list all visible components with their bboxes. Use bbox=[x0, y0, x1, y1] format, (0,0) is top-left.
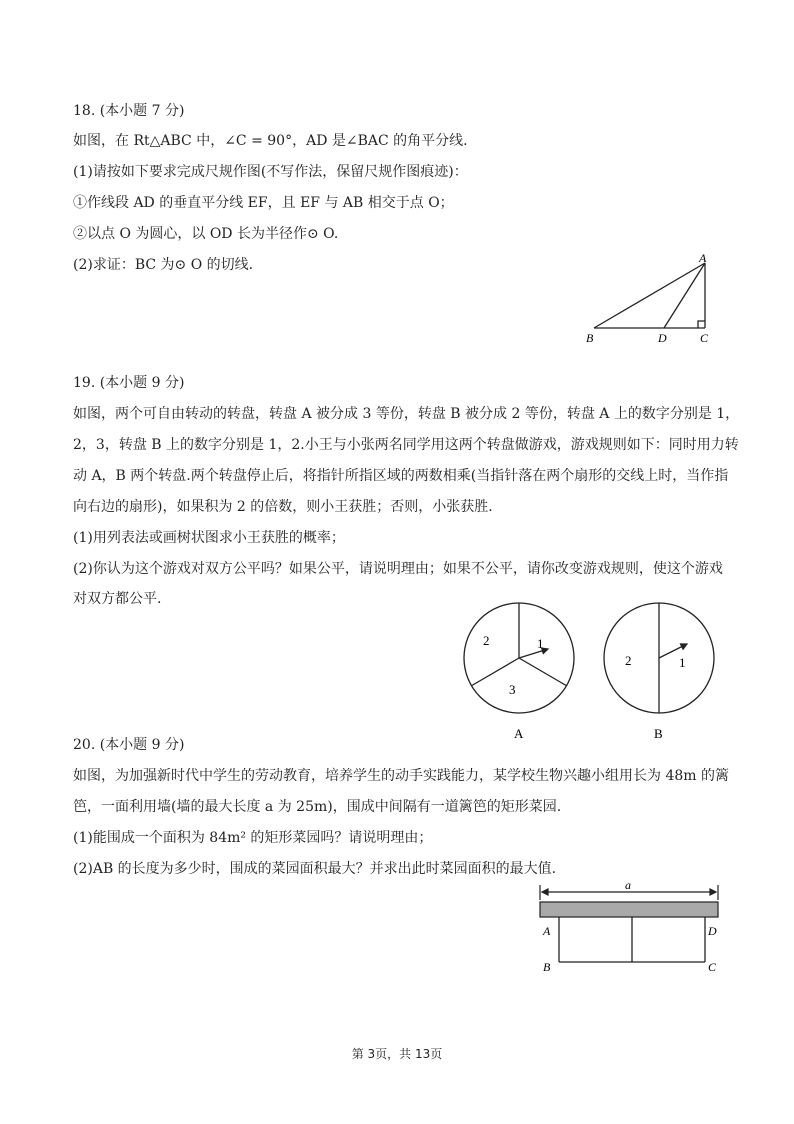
q18-part1: (1)请按如下要求完成尺规作图(不写作法，保留尺规作图痕迹)： bbox=[73, 164, 468, 180]
q19-part2b: 对双方都公平. bbox=[73, 591, 162, 607]
q20-line2: 笆，一面利用墙(墙的最大长度 a 为 25m)，围成中间隔有一道篱笆的矩形菜园. bbox=[73, 799, 562, 815]
q19-spinners-figure bbox=[455, 600, 725, 745]
page-footer: 第 3页，共 13页 bbox=[351, 1047, 443, 1061]
spinner-a bbox=[464, 603, 574, 713]
spinner-b-number-2: 2 bbox=[625, 653, 632, 668]
q20-part2: (2)AB 的长度为多少时，围成的菜园面积最大？并求出此时菜园面积的最大值. bbox=[73, 861, 557, 877]
q19-line4: 向右边的扇形)，如果积为 2 的倍数，则小王获胜；否则，小张获胜. bbox=[73, 499, 493, 515]
spinner-a-label: A bbox=[514, 726, 524, 741]
q18-step2: ②以点 O 为圆心，以 OD 长为半径作⊙ O. bbox=[73, 226, 339, 242]
side-ab bbox=[594, 263, 705, 328]
spinner-b bbox=[604, 603, 714, 713]
q18-triangle-figure bbox=[580, 250, 720, 350]
label-a: A bbox=[699, 251, 707, 265]
spinner-a-number-1: 1 bbox=[537, 636, 544, 651]
q20-garden-figure bbox=[530, 882, 730, 982]
q19-part1: (1)用列表法或画树状图求小王获胜的概率； bbox=[73, 530, 345, 546]
label-d: D bbox=[708, 924, 717, 938]
spinner-a-number-2: 2 bbox=[483, 633, 490, 648]
wall bbox=[540, 902, 718, 917]
segment-ad bbox=[664, 263, 705, 328]
q18-header: 18. (本小题 7 分) bbox=[73, 103, 185, 119]
q20-part1: (1)能围成一个面积为 84m² 的矩形菜园吗？请说明理由； bbox=[73, 830, 433, 846]
q20-line1: 如图，为加强新时代中学生的劳动教育，培养学生的动手实践能力，某学校生物兴趣小组用长为 48m 的篱 bbox=[73, 768, 729, 784]
label-d: D bbox=[658, 331, 667, 345]
q19-header: 19. (本小题 9 分) bbox=[73, 375, 185, 391]
spinner-b-number-1: 1 bbox=[679, 655, 686, 670]
q18-stem: 如图，在 Rt△ABC 中，∠C = 90°，AD 是∠BAC 的角平分线. bbox=[73, 133, 468, 149]
right-angle-mark bbox=[698, 321, 705, 328]
q19-line2: 2，3，转盘 B 上的数字分别是 1，2.小王与小张两名同学用这两个转盘做游戏，游戏规则如下：同时用力转 bbox=[73, 437, 739, 453]
q19-line3: 动 A，B 两个转盘.两个转盘停止后，将指针所指区域的两数相乘(当指针落在两个扇形的交线上时，当作指 bbox=[73, 468, 729, 484]
label-b: B bbox=[543, 960, 551, 974]
spinner-a-number-3: 3 bbox=[509, 682, 516, 697]
label-c: C bbox=[708, 960, 717, 974]
q19-line1: 如图，两个可自由转动的转盘，转盘 A 被分成 3 等份，转盘 B 被分成 2 等份，转盘 A 上的数字分别是 1， bbox=[73, 406, 740, 422]
label-a-length: a bbox=[625, 882, 631, 892]
q18-step1: ①作线段 AD 的垂直平分线 EF，且 EF 与 AB 相交于点 O； bbox=[73, 195, 454, 211]
q19-part2a: (2)你认为这个游戏对双方公平吗？如果公平，请说明理由；如果不公平，请你改变游戏规则，使这个游戏 bbox=[73, 561, 723, 577]
q18-part2: (2)求证：BC 为⊙ O 的切线. bbox=[73, 257, 254, 273]
label-b: B bbox=[586, 331, 594, 345]
label-c: C bbox=[700, 331, 709, 345]
label-a: A bbox=[543, 924, 551, 938]
spinner-b-label: B bbox=[654, 726, 663, 741]
q20-header: 20. (本小题 9 分) bbox=[73, 737, 185, 753]
spinner-a-pointer bbox=[519, 649, 548, 658]
